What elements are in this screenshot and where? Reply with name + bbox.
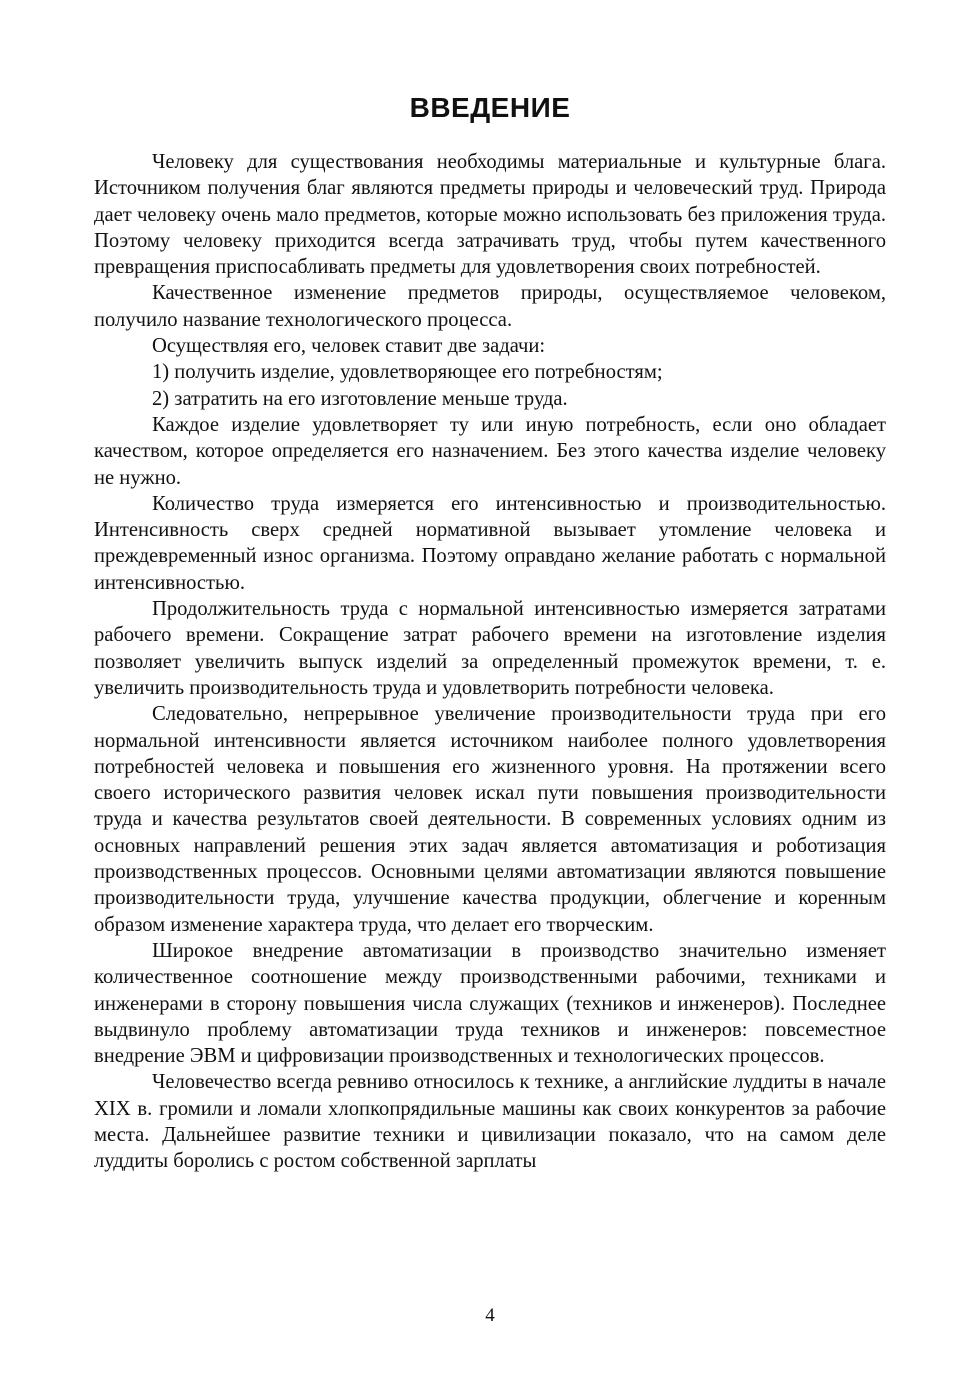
paragraph-7: Количество труда измеряется его интенсивностью и производительностью. Интенсивность сверх средней нормативной вызывает утомление человека и преждевременный износ организма. Поэтому оправдано желание работать с нормальной интенсивностью.: [94, 492, 886, 594]
page-number: 4: [485, 1305, 495, 1326]
paragraph-9: Следовательно, непрерывное увеличение производительности труда при его нормальной интенсивности является источником наиболее полного удовлетворения потребностей человека и повышения его жизненного уровня. На протяжении всего своего исторического развития человек искал пути повышения производительности труда и качества результатов своей деятельности. В современных условиях одним из основных направлений решения этих задач является автоматизация и роботизация производственных процессов. Основными целями автоматизации являются повышение производительности труда, улучшение качества продукции, облегчение и коренным образом изменение характера труда, что делает его творческим.: [94, 703, 886, 936]
page-title: ВВЕДЕНИЕ: [409, 92, 571, 123]
paragraph-2: Качественное изменение предметов природы, осуществляемое человеком, получило название технологического процесса.: [94, 282, 886, 331]
paragraph-6: Каждое изделие удовлетворяет ту или иную потребность, если оно обладает качеством, которое определяется его назначением. Без этого качества изделие человеку не нужно.: [94, 413, 886, 489]
paragraph-3: Осуществляя его, человек ставит две задачи:: [152, 335, 546, 358]
body-text: [94, 149, 886, 1175]
paragraph-4: 1) получить изделие, удовлетворяющее его потребностям;: [152, 361, 663, 384]
paragraph-10: Широкое внедрение автоматизации в производство значительно изменяет количественное соотношение между производственными рабочими, техниками и инженерами в сторону повышения числа служащих (техников и инженеров). Последнее выдвинуло проблему автоматизации труда техников и инженеров: повсеместное внедрение ЭВМ и цифровизации производственных и технологических процессов.: [94, 939, 886, 1068]
paragraph-1: Человеку для существования необходимы материальные и культурные блага. Источником получения благ являются предметы природы и человеческий труд. Природа дает человеку очень мало предметов, которые можно использовать без приложения труда. Поэтому человеку приходится всегда затрачивать труд, чтобы путем качественного превращения приспосабливать предметы для удовлетворения своих потребностей.: [94, 151, 886, 279]
paragraph-8: Продолжительность труда с нормальной интенсивностью измеряется затратами рабочего времени. Сокращение затрат рабочего времени на изготовление изделия позволяет увеличить выпуск изделий за определенный промежуток времени, т. е. увеличить производительность труда и удовлетворить потребности человека.: [94, 598, 886, 699]
paragraph-5: 2) затратить на его изготовление меньше труда.: [152, 387, 568, 410]
paragraph-11: Человечество всегда ревниво относилось к технике, а английские луддиты в начале XIX в. громили и ломали хлопкопрядильные машины как своих конкурентов за рабочие места. Дальнейшее развитие техники и цивилизации показало, что на самом деле луддиты боролись с ростом собственной зарплаты: [94, 1071, 886, 1173]
